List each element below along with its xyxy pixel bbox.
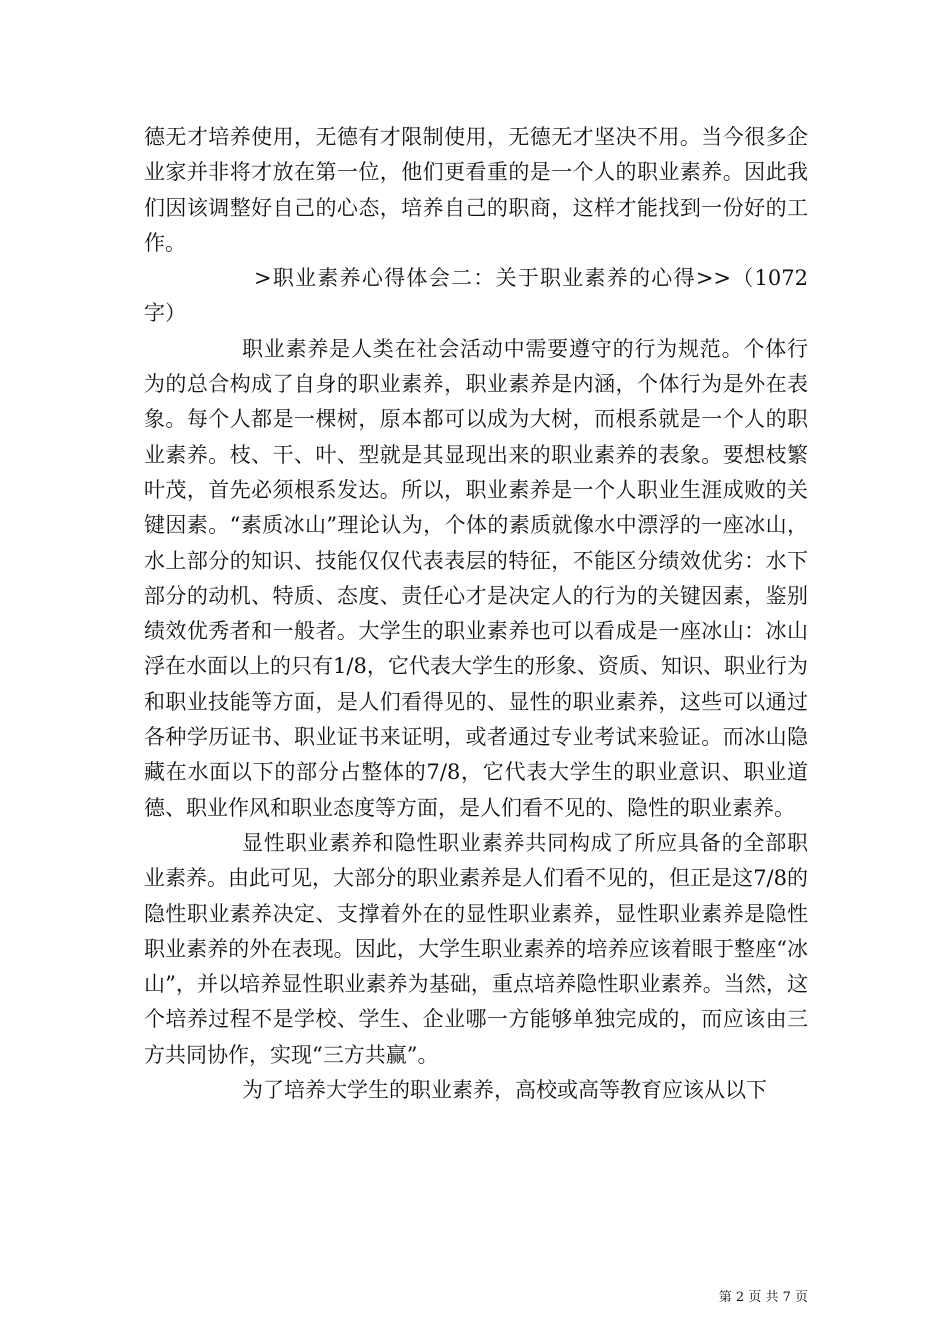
paragraph-iceberg-theory: 职业素养是人类在社会活动中需要遵守的行为规范。个体行为的总合构成了自身的职业素养，职业素养是内涵，个体行为是外在表象。每个人都是一棵树，原本都可以成为大树，而根系就是一个人的职业素养。枝、干、叶、型就是其显现出来的职业素养的表象。要想枝繁叶茂，首先必须根系发达。所以，职业素养是一个人职业生涯成败的关键因素。“素质冰山”理论认为，个体的素质就像水中漂浮的一座冰山，水上部分的知识、技能仅仅代表表层的特征，不能区分绩效优劣：水下部分的动机、特质、态度、责任心才是决定人的行为的关键因素，鉴别绩效优秀者和一般者。大学生的职业素养也可以看成是一座冰山：冰山浮在水面以上的只有1/8，它代表大学生的形象、资质、知识、职业行为和职业技能等方面，是人们看得见的、显性的职业素养，这些可以通过各种学历证书、职业证书来证明，或者通过专业考试来验证。而冰山隐藏在水面以下的部分占整体的7/8，它代表大学生的职业意识、职业道德、职业作风和职业态度等方面，是人们看不见的、隐性的职业素养。	[144, 336, 808, 820]
document-body	[144, 120, 808, 1108]
paragraph-cultivation: 为了培养大学生的职业素养，高校或高等教育应该从以下	[242, 1078, 767, 1103]
paragraph-continuation: 德无才培养使用，无德有才限制使用，无德无才坚决不用。当今很多企业家并非将才放在第一位，他们更看重的是一个人的职业素养。因此我们因该调整好自己的心态，培养自己的职商，这样才能找到一份好的工作。	[144, 125, 808, 255]
paragraph-explicit-implicit: 显性职业素养和隐性职业素养共同构成了所应具备的全部职业素养。由此可见，大部分的职业素养是人们看不见的，但正是这7/8的隐性职业素养决定、支撑着外在的显性职业素养，显性职业素养是隐性职业素养的外在表现。因此，大学生职业素养的培养应该着眼于整座“冰山”，并以培养显性职业素养为基础，重点培养隐性职业素养。当然，这个培养过程不是学校、学生、企业哪一方能够单独完成的，而应该由三方共同协作，实现“三方共赢”。	[144, 830, 808, 1067]
page-number-footer: 第 2 页 共 7 页	[718, 1290, 808, 1305]
section-heading: >职业素养心得体会二：关于职业素养的心得>>（1072字）	[144, 266, 808, 326]
